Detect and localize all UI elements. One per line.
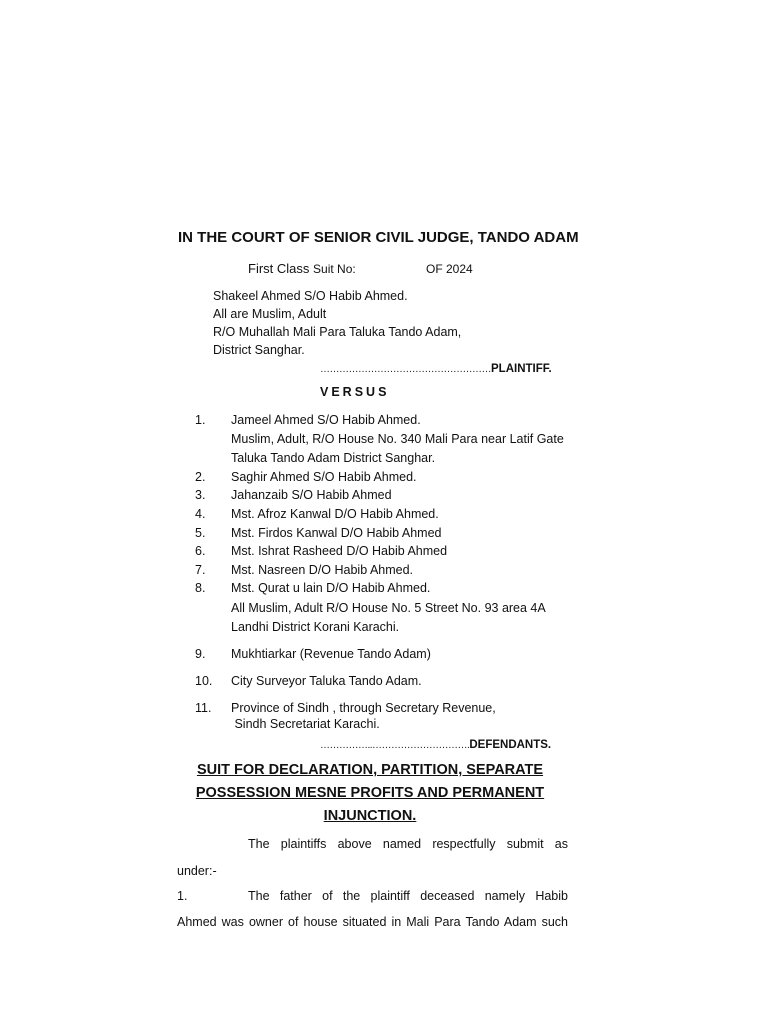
defendant-number: 8. [195, 581, 206, 595]
defendant-1-details: Muslim, Adult, R/O House No. 340 Mali Para near Latif Gate [231, 432, 564, 446]
defendants-label: DEFENDANTS. [469, 739, 552, 751]
defendant-9-name: Mukhtiarkar (Revenue Tando Adam) [231, 647, 431, 661]
defendant-number: 5. [195, 526, 206, 540]
plaintiff-religion: All are Muslim, Adult [213, 307, 327, 321]
plaintiff-name: Shakeel Ahmed S/O Habib Ahmed. [213, 289, 408, 303]
versus-heading: VERSUS [320, 385, 390, 399]
defendants-dots: ……………..…………………………. [320, 740, 470, 751]
court-title: IN THE COURT OF SENIOR CIVIL JUDGE, TANDO ADAM [178, 229, 579, 246]
defendant-6-name: Mst. Ishrat Rasheed D/O Habib Ahmed [231, 544, 448, 558]
defendant-number: 9. [195, 647, 206, 661]
defendant-5-name: Mst. Firdos Kanwal D/O Habib Ahmed [231, 526, 442, 540]
plaintiff-dots: ……………………………………………… [320, 364, 491, 375]
defendant-8-details: All Muslim, Adult R/O House No. 5 Street No. 93 area 4A [231, 601, 546, 615]
plaintiff-signature-line [320, 359, 552, 377]
suit-number-line [248, 261, 356, 276]
defendant-number: 6. [195, 544, 206, 558]
suit-no-label: Suit No: [313, 262, 356, 276]
defendant-11-name: Province of Sindh , through Secretary Revenue, [231, 701, 496, 715]
defendant-number: 4. [195, 507, 206, 521]
intro-line-1: The plaintiffs above named respectfully submit as [248, 837, 568, 851]
defendants-signature-line [320, 735, 551, 753]
plaintiff-label: PLAINTIFF. [491, 363, 552, 375]
paragraph-1-line-1: The father of the plaintiff deceased namely Habib [248, 889, 568, 903]
plaintiff-district: District Sanghar. [213, 343, 305, 357]
suit-heading-line-2: POSSESSION MESNE PROFITS AND PERMANENT [195, 785, 545, 801]
defendant-number: 11. [195, 701, 212, 715]
intro-line-2: under:- [177, 864, 217, 878]
plaintiff-address: R/O Muhallah Mali Para Taluka Tando Adam, [213, 325, 462, 339]
defendant-number: 2. [195, 470, 206, 484]
suit-heading-line-3: INJUNCTION. [323, 808, 417, 824]
defendant-number: 3. [195, 488, 206, 502]
suit-class: First Class [248, 261, 310, 276]
defendant-1-name: Jameel Ahmed S/O Habib Ahmed. [231, 413, 421, 427]
defendant-2-name: Saghir Ahmed S/O Habib Ahmed. [231, 470, 417, 484]
defendant-8-name: Mst. Qurat u lain D/O Habib Ahmed. [231, 581, 431, 595]
defendant-1-district: Taluka Tando Adam District Sanghar. [231, 451, 436, 465]
paragraph-1-line-2: Ahmed was owner of house situated in Mali Para Tando Adam such [177, 915, 568, 929]
suit-year: OF 2024 [426, 262, 473, 276]
suit-heading-line-1: SUIT FOR DECLARATION, PARTITION, SEPARATE [196, 762, 544, 778]
defendant-7-name: Mst. Nasreen D/O Habib Ahmed. [231, 563, 414, 577]
defendant-11-address: Sindh Secretariat Karachi. [231, 717, 380, 731]
defendant-number: 1. [195, 413, 206, 427]
defendant-number: 7. [195, 563, 206, 577]
defendant-8-district: Landhi District Korani Karachi. [231, 620, 400, 634]
paragraph-1-number: 1. [177, 889, 188, 903]
defendant-3-name: Jahanzaib S/O Habib Ahmed [231, 488, 392, 502]
defendant-number: 10. [195, 674, 213, 688]
defendant-4-name: Mst. Afroz Kanwal D/O Habib Ahmed. [231, 507, 439, 521]
defendant-10-name: City Surveyor Taluka Tando Adam. [231, 674, 422, 688]
